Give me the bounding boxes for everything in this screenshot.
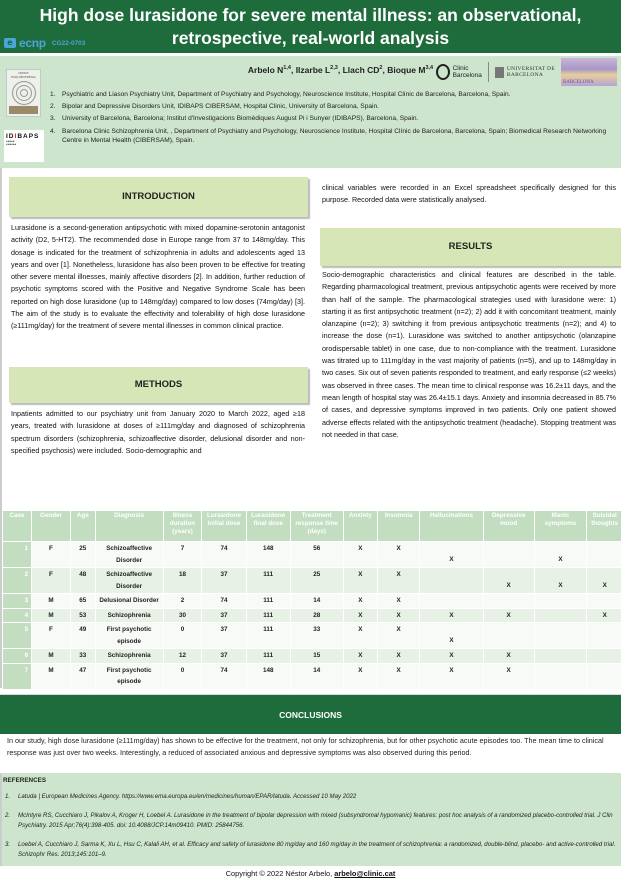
cell-suicidal: X [587,568,621,593]
cell-diagnosis: Delusional Disorder [96,594,163,608]
author: Bioque M$^{3,4}$ [387,65,434,75]
cell-manic [535,594,587,608]
ecnp-wordmark: ecnp [19,36,46,50]
cell-diagnosis: Schizophrenia [96,609,163,623]
cell-manic [535,623,587,648]
cell-age: 48 [71,568,95,593]
cell-response: 14 [291,664,343,689]
column-header: Manic symptoms [535,511,587,541]
column-header: Lurasidone final dose [247,511,290,541]
cell-case: 4 [3,609,31,623]
introduction-text: Lurasidone is a second-generation antipsychotic with mixed dopamine-serotonin antagonist activity (D2, 5-HT2). The recommended dose in Europe range from 37 to 148mg/day. This dosage is indicated for the treatment of schizophrenia in adults and adolescents aged 13 years and over [1]. Nonetheless, lurasidone has also been proven to be effective for treating other severe mental illnesses, mainly affective disorders [2]. In addition, further reduction of psychotic symptoms scored with the Positive and Negative Syndrome Scale has been reported on high dose lurasidone (up to 148mg/day) compared to low doses (74mg/day) [3]. The aim of the study is to evaluate the effectivity and tolerability of high dose lurasidone (≥111mg/day) for the treatment of severe mental illnesses in common clinical practice. [11,223,305,331]
cell-final: 148 [247,664,290,689]
cell-manic [535,664,587,689]
cell-initial: 37 [202,623,245,648]
cell-insomnia: X [378,568,419,593]
cell-final: 111 [247,568,290,593]
cell-duration: 2 [164,594,202,608]
cell-anxiety: X [344,609,377,623]
table-row [3,609,621,623]
cell-duration: 12 [164,649,202,663]
poster-title [0,4,621,50]
schizophrenia-unit-book-cover [6,69,41,117]
cell-diagnosis: Schizophrenia [96,649,163,663]
copyright-text: Copyright © 2022 Néstor Arbelo, [225,869,335,878]
cell-suicidal [587,649,621,663]
cell-diagnosis: Schizoaffective Disorder [96,542,163,567]
cell-insomnia: X [378,623,419,648]
table-row [3,542,621,567]
institution-logos [436,58,617,86]
cell-hallucinations: X [420,542,483,567]
cell-gender: M [32,609,70,623]
cell-anxiety: X [344,664,377,689]
cell-suicidal [587,594,621,608]
cell-age: 65 [71,594,95,608]
cell-age: 49 [71,623,95,648]
cell-diagnosis: Schizoaffective Disorder [96,568,163,593]
table-row [3,664,621,689]
cell-final: 148 [247,542,290,567]
cell-suicidal [587,542,621,567]
cell-initial: 74 [202,542,245,567]
cell-anxiety: X [344,623,377,648]
ub-logo-text: UNIVERSITAT DE [506,66,555,72]
affiliations-list [50,90,616,148]
cell-duration: 0 [164,623,202,648]
cell-depressive [484,542,534,567]
cell-case: 1 [3,542,31,567]
cell-diagnosis: First psychotic episode [96,623,163,648]
affiliation-item: 1. Psychiatric and Liason Psychiatry Unit, Department of Psychiatry and Psychology, Neuroscience Institute, Hospital Clínic de Barcelona, Barcelona, Spain. [50,91,511,98]
author: Arbelo N$^{1,4}$ [247,65,291,75]
affiliation-item: 2. Bipolar and Depressive Disorders Unit, IDIBAPS CIBERSAM, Hospital Clinic, University of Barcelona, Spain. [50,103,379,111]
patients-table [2,510,621,690]
cell-depressive: X [484,649,534,663]
results-heading: RESULTS [320,228,621,266]
clinic-logo-text: Barcelona [452,72,482,79]
clinic-logo-text: Clinic [452,65,469,72]
cell-response: 25 [291,568,343,593]
header-band [0,56,621,168]
results-text: Socio-demographic characteristics and clinical features are described in the table. Regarding pharmacological treatment, previous antipsychotic agents were received by more than half of the sample. The pharmacological strategies used with lurasidone were: 1) starting it as first antipsychotic treatment (n=2); 2) add it with concomitant treatment, mainly olanzapine (n=2); 3) switching it from previous antipsychotic treatments (n=2); and 4) to increase the dose (n=1). Lurasidone was switched to another antipsychotic (olanzapine orodispersable tablet) in one case, due to non-compliance with the treatment. Lurasidone was titrated up to 111mg/day in the vast majority of patients (n=5), and up to 148mg/day in two cases. Six out of seven patients responded to treatment, and early response (≤2 weeks) was observed in three cases. The mean time to clinical response was 16.2±11 days, and the mean length of hospital stay was 26.4±15.1 days. Anxiety and insomnia decreased in 85.7% of cases, and depressive symptoms improved in two patients. Only one patient showed adverse effects related with the antipsychotic treatment (headache). Stopping treatment was not needed in that case. [322,270,616,439]
cell-suicidal [587,664,621,689]
cell-hallucinations: X [420,623,483,648]
brain-logo-text: BARCELONA [563,80,594,85]
column-header: Depressive mood [484,511,534,541]
cell-duration: 0 [164,664,202,689]
table-row [3,594,621,608]
cell-anxiety: X [344,542,377,567]
cell-final: 111 [247,594,290,608]
column-header: Insomnia [378,511,419,541]
copyright-footer [0,869,621,878]
reference-item: 1. Latuda | European Medicines Agency. https://www.ema.europa.eu/en/medicines/human/EPAR/latuda. Accessed 10 May 2022 [5,793,357,800]
patients-table-wrapper [0,510,621,688]
cell-duration: 30 [164,609,202,623]
cell-depressive [484,623,534,648]
brain-barcelona-logo [561,58,617,86]
cell-case: 3 [3,594,31,608]
poster-code: CG22-0703 [51,39,86,47]
reference-item: 3. Loebel A, Cucchiaro J, Sarma K, Xu L, Hsu C, Kalali AH, et al. Efficacy and safety of lurasidone 80 mg/day and 160 mg/day in the treatment of schizophrenia: a randomized, double-blind, placebo- and active-controlled trial. Schizophr Res. 2013;145:101–9. [5,841,616,858]
cell-diagnosis: First psychotic episode [96,664,163,689]
cell-initial: 37 [202,649,245,663]
clinic-mark-icon [436,64,450,80]
column-header: Suicidal thoughts [587,511,621,541]
cell-case: 6 [3,649,31,663]
cell-insomnia: X [378,542,419,567]
cell-hallucinations: X [420,609,483,623]
cell-response: 28 [291,609,343,623]
column-header: Gender [32,511,70,541]
cell-gender: M [32,664,70,689]
column-header: Anxiety [344,511,377,541]
cell-final: 111 [247,649,290,663]
cell-gender: F [32,623,70,648]
methods-text: Inpatients admitted to our psychiatry unit from January 2020 to March 2022, aged ≥18 years, treated with lurasidone at doses of ≥111mg/day and diagnosed of schizophrenia spectrum disorders (schizophrenia, schizoaffective disorder, delusional disorder and non-specified psychosis) were included. Socio-demographic and [11,409,305,455]
cell-insomnia: X [378,609,419,623]
cell-final: 111 [247,623,290,648]
cell-age: 25 [71,542,95,567]
cell-hallucinations: X [420,649,483,663]
title-line-2: retrospective, real-world analysis [171,28,450,48]
column-header: Age [71,511,95,541]
author: Llach $CD^2$ [342,65,383,75]
cell-case: 2 [3,568,31,593]
idibaps-logo: IDIBAPS ▪▪▪▪▪ ▪▪▪▪▪▪ [4,130,44,162]
cell-case: 5 [3,623,31,648]
cell-duration: 18 [164,568,202,593]
universitat-barcelona-logo [495,66,555,78]
cell-hallucinations [420,568,483,593]
affiliation-item: 3. University of Barcelona, Barcelona; Institut d'Investigacions Biomèdiques August Pi i Sunyer (IDIBAPS), Barcelona, Spain. [50,115,419,123]
cell-depressive: X [484,609,534,623]
author: Ilzarbe L$^{2,3}$ [295,65,338,75]
book-cover-title: UNITAT ESQUIZOFRÈNIA [11,71,36,79]
conclusions-heading: CONCLUSIONS [0,694,621,734]
column-header: Hallucinations [420,511,483,541]
cell-depressive: X [484,568,534,593]
title-bar [0,0,621,55]
cell-suicidal [587,623,621,648]
cell-response: 56 [291,542,343,567]
ecnp-logo [4,36,85,50]
affiliation-item: 4. Barcelona Clinic Schizophrenia Unit, , Department of Psychiatry and Psychology, Neuroscience Institute, Hospital Clínic de Barcelona, Barcelona, Spain; Biomedical Research Networking Centre in Mental Health (CIBERSAM), Spain. [50,127,607,144]
cell-insomnia: X [378,649,419,663]
conclusions-text: In our study, high dose lurasidone (≥111mg/day) has shown to be effective for the treatment, not only for schizophrenia, but for other psychotic acute episodes too. The mean time to clinical response was just over two weeks. Interestingly, a reduced of associated anxious and depressive symptoms was also observed during this period. [7,736,604,758]
cell-age: 33 [71,649,95,663]
column-header: Diagnosis [96,511,163,541]
reference-item: 2. McIntyre RS, Cucchiaro J, Pikalov A, Kroger H, Loebel A. Lurasidone in the treatment of bipolar depression with mixed (subsyndromal hypomanic) features: post hoc analysis of a randomized placebo-controlled trial. J Clin Psychiatry. 2015 Apr;76(4):398-405. doi: 10.4088/JCP.14m09410. PMID: 25844756. [5,812,613,829]
cell-manic: X [535,542,587,567]
cell-manic [535,649,587,663]
title-line-1: High dose lurasidone for severe mental illness: an observational, [39,5,582,25]
introduction-heading: INTRODUCTION [9,177,308,217]
methods-heading: METHODS [9,367,308,403]
email-link[interactable]: arbelo@clinic.cat [334,869,396,878]
cell-initial: 37 [202,568,245,593]
table-header-row [3,511,621,541]
references-heading: REFERENCES [3,777,47,784]
left-column [0,168,309,510]
cell-insomnia: X [378,594,419,608]
cell-anxiety: X [344,649,377,663]
cell-case: 7 [3,664,31,689]
table-body [3,542,621,689]
cell-suicidal: X [587,609,621,623]
cell-initial: 37 [202,609,245,623]
cell-manic: X [535,568,587,593]
cell-response: 33 [291,623,343,648]
cell-hallucinations [420,594,483,608]
ground-image [9,106,38,114]
column-header: Case [3,511,31,541]
column-header: Treatment response time (days) [291,511,343,541]
cell-gender: M [32,649,70,663]
rings-image-icon [12,81,36,105]
cell-gender: M [32,594,70,608]
table-row [3,649,621,663]
cell-final: 111 [247,609,290,623]
cell-age: 47 [71,664,95,689]
authors: Arbelo N$^{1,4}$, Ilzarbe L$^{2,3}$, Llach $CD^2$, Bioque M$^{3,4}$ [247,65,434,75]
cell-depressive: X [484,664,534,689]
ub-logo-text: BARCELONA [506,72,544,78]
cell-initial: 74 [202,664,245,689]
cell-duration: 7 [164,542,202,567]
cell-response: 15 [291,649,343,663]
cell-hallucinations: X [420,664,483,689]
column-header: Lurasidone initial dose [202,511,245,541]
column-header: Illness duration (years) [164,511,202,541]
cell-gender: F [32,542,70,567]
cell-depressive [484,594,534,608]
table-row [3,623,621,648]
ecnp-mark-icon: e [4,38,16,48]
clinic-barcelona-logo [436,64,482,80]
cell-anxiety: X [344,568,377,593]
logo-divider [488,62,489,82]
references-section [0,773,621,866]
table-row [3,568,621,593]
cell-initial: 74 [202,594,245,608]
cell-response: 14 [291,594,343,608]
cell-manic [535,609,587,623]
methods-text-continued: clinical variables were recorded in an Excel spreadsheet specifically designed for this purpose. Recorded data were statistically analysed. [322,183,616,205]
cell-insomnia: X [378,664,419,689]
cell-gender: F [32,568,70,593]
ub-crest-icon [495,67,504,78]
cell-anxiety: X [344,594,377,608]
cell-age: 53 [71,609,95,623]
